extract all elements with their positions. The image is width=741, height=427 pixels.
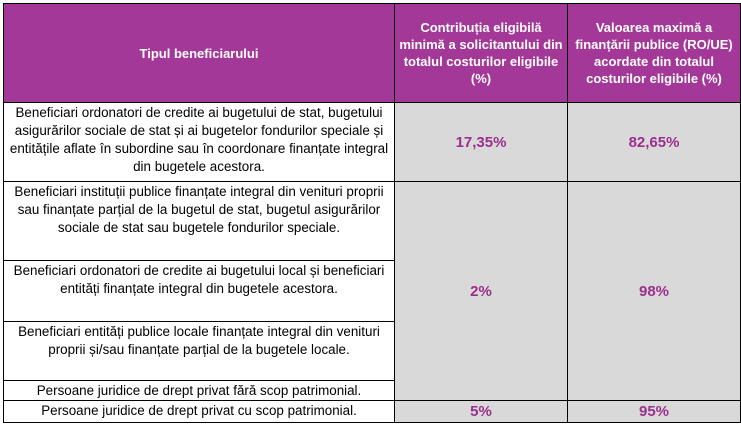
beneficiary-cell: Beneficiari ordonatori de credite ai bugetului de stat, bugetului asigurărilor sociale de stat și ai bugetelor fondurilor speciale și entitățile aflate în subordine sau în coordonare finanțate integral din bugetele acestora. bbox=[4, 103, 395, 182]
beneficiary-cell: Beneficiari instituții publice finanțate integral din venituri proprii sau finanțate parțial de la bugetul de stat, bugetul asigurărilor sociale de stat sau bugetele fondurilor speciale. bbox=[4, 182, 395, 261]
max-funding-value: 95% bbox=[568, 401, 741, 423]
header-max-funding: Valoarea maximă a finanțării publice (RO/UE) acordate din totalul costurilor eligibile (%) bbox=[568, 4, 741, 103]
beneficiary-cell: Persoane juridice de drept privat cu scop patrimonial. bbox=[4, 401, 395, 423]
funding-table bbox=[3, 3, 741, 423]
table-row bbox=[4, 182, 741, 261]
max-funding-value: 82,65% bbox=[568, 103, 741, 182]
header-min-contribution: Contribuția eligibilă minimă a solicitantului din totalul costurilor eligibile (%) bbox=[395, 4, 568, 103]
table-row bbox=[4, 103, 741, 182]
table-row bbox=[4, 401, 741, 423]
beneficiary-cell: Beneficiari ordonatori de credite ai bugetului local și beneficiari entități finanțate integral din bugetele acestora. bbox=[4, 261, 395, 322]
header-beneficiary-type: Tipul beneficiarului bbox=[4, 4, 395, 103]
min-contribution-value: 5% bbox=[395, 401, 568, 423]
header-row bbox=[4, 4, 741, 103]
beneficiary-cell: Persoane juridice de drept privat fără scop patrimonial. bbox=[4, 381, 395, 401]
beneficiary-cell: Beneficiari entități publice locale finanțate integral din venituri proprii și/sau finanțate parțial de la bugetele locale. bbox=[4, 322, 395, 381]
max-funding-value: 98% bbox=[568, 182, 741, 401]
min-contribution-value: 2% bbox=[395, 182, 568, 401]
min-contribution-value: 17,35% bbox=[395, 103, 568, 182]
